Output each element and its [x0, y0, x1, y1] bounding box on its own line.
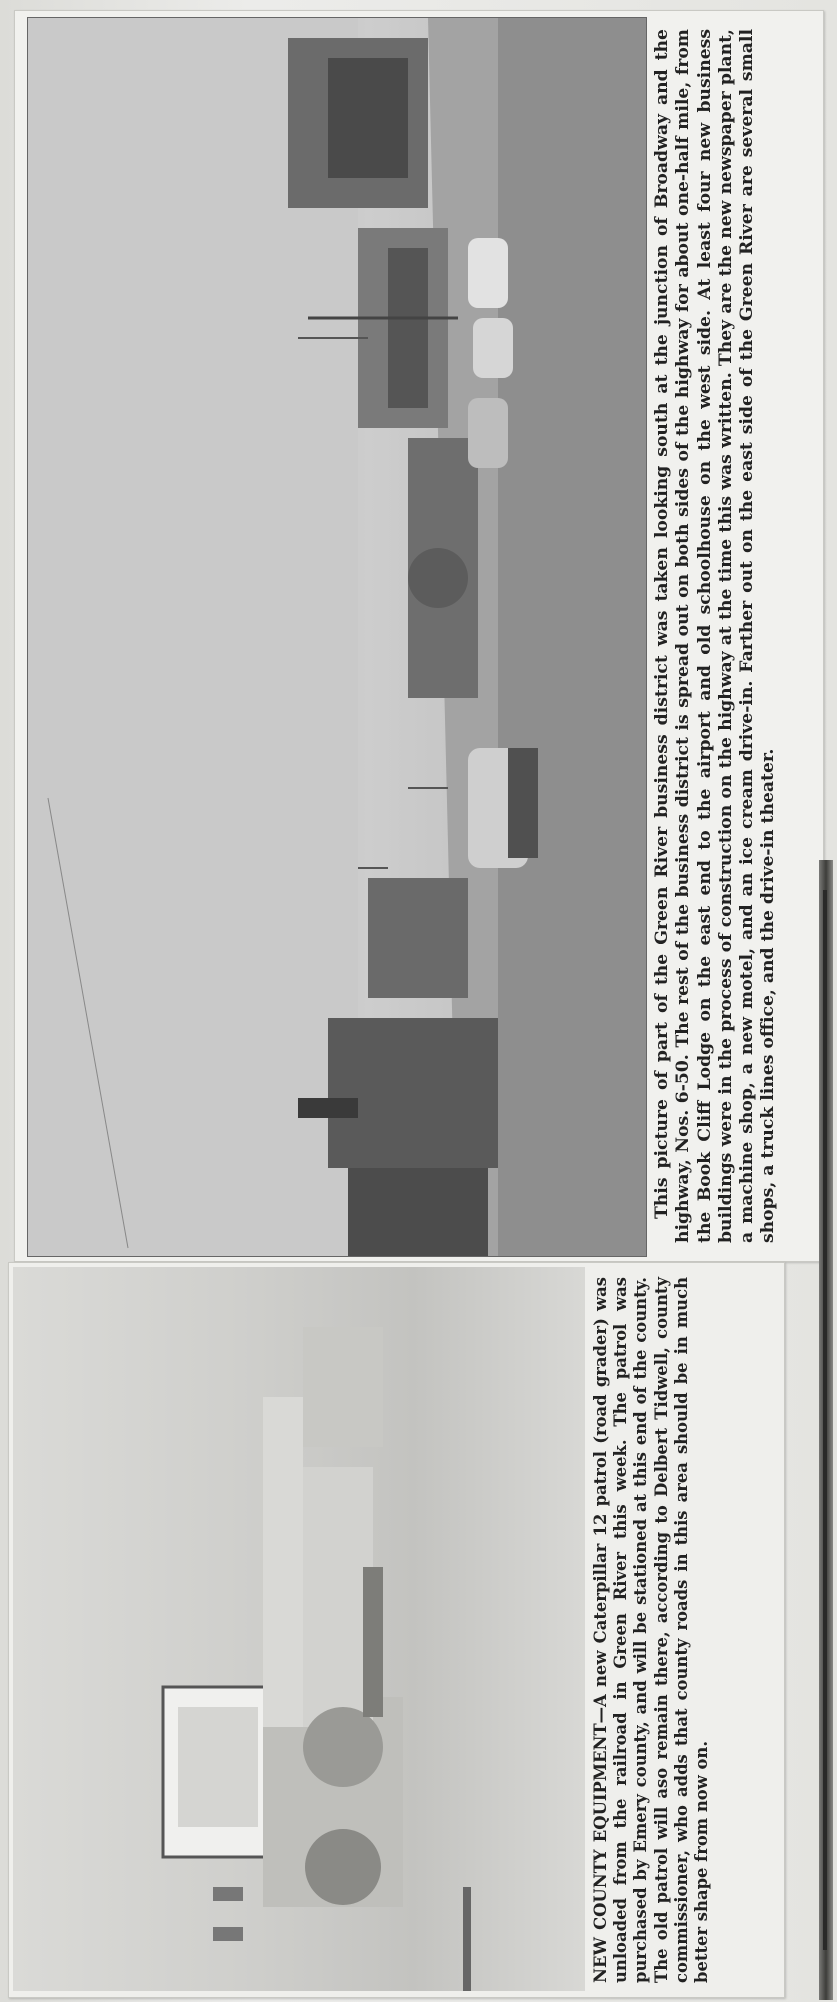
caption-body: A new Caterpillar 12 patrol (road grader) was unloaded from the railroad in Green River this week. The patrol was purchased by Emery county, and will be stationed at this end of the county. The old patrol will aso remain there, according to Delbert Tidwell, county commissioner, who adds that county roads in this area should be in much better shape from now on.	[591, 1277, 712, 1983]
caption-column	[587, 1269, 777, 1991]
newspaper-clipping-business-district	[14, 10, 824, 1262]
road-grader-photo	[13, 1267, 585, 1991]
street-photo	[27, 17, 647, 1257]
photo-caption	[587, 1269, 777, 1991]
street-scene-illustration	[28, 18, 646, 1256]
newspaper-clipping-county-equipment	[8, 1262, 785, 1998]
caption-headline: NEW COUNTY EQUIPMENT—	[591, 1706, 610, 1983]
road-grader-illustration	[13, 1267, 585, 1991]
photo-caption: This picture of part of the Green River business district was taken looking south at the junction of Broadway and the highway, Nos. 6-50. The rest of the business district is spread out on both sides of the highway for about one-half mile, from the Book Cliff Lodge on the east end to the airport and old schoolhouse on the west side. At least four new business buildings were in the process of construction on the highway at the time this was written. They are the new newspaper plant, a machine shop, a new motel, and an ice cream drive-in. Farther out on the east side of the Green River are several small shops, a truck lines office, and the drive-in theater.	[652, 29, 779, 1243]
caption-column	[646, 17, 820, 1255]
adjacent-clipping-edge	[819, 860, 833, 2000]
